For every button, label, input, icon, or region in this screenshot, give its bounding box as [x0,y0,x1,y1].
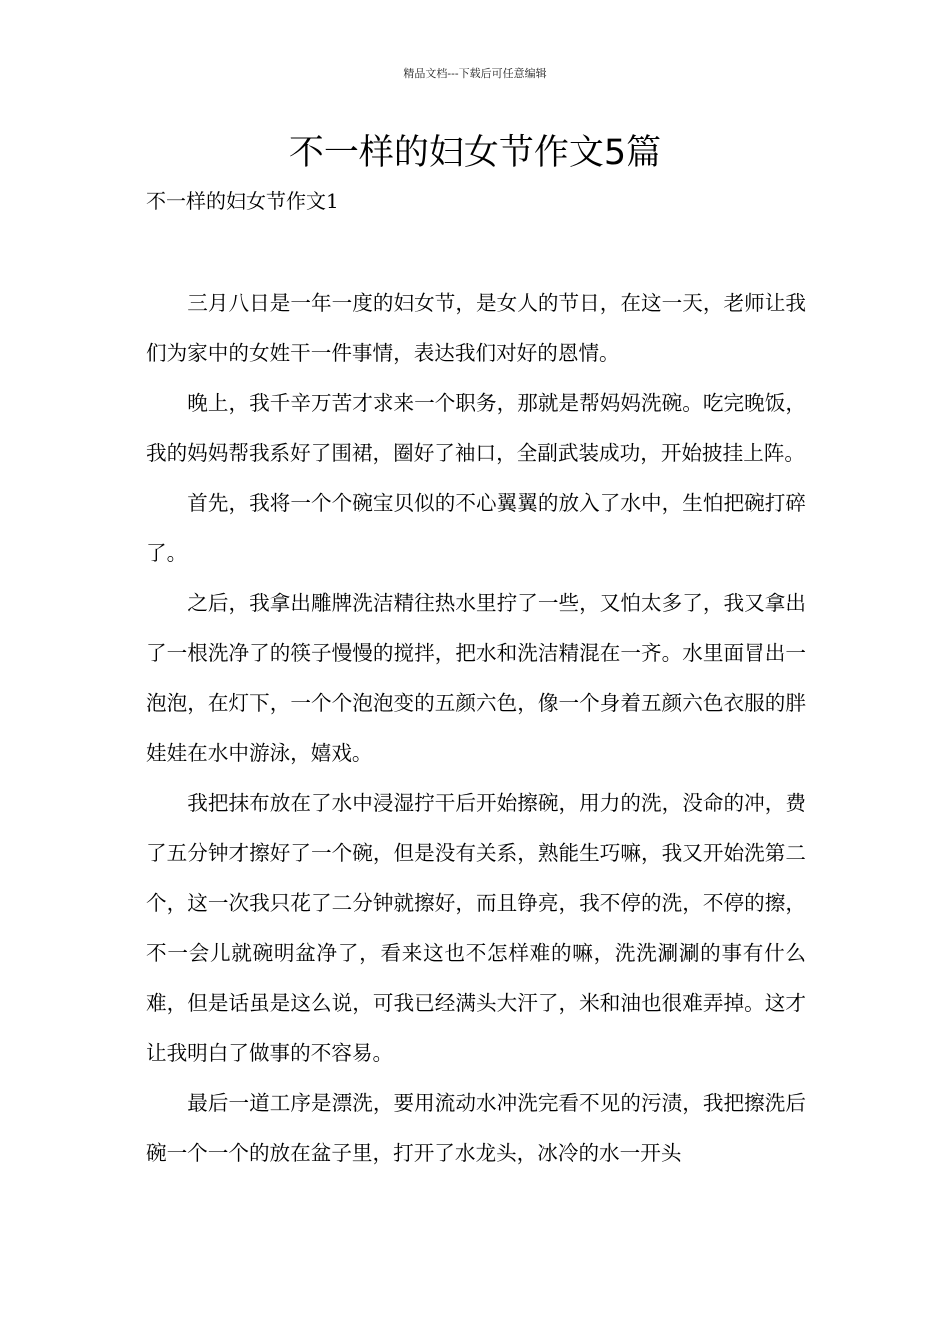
paragraph-2: 晚上，我千辛万苦才求来一个职务，那就是帮妈妈洗碗。吃完晚饭，我的妈妈帮我系好了围裙，圈好了袖口，全副武装成功，开始披挂上阵。 [146,391,806,465]
paragraph-4: 之后，我拿出雕牌洗洁精往热水里拧了一些，又怕太多了，我又拿出了一根洗净了的筷子慢慢的搅拌，把水和洗洁精混在一齐。水里面冒出一泡泡，在灯下，一个个泡泡变的五颜六色，像一个身着五颜六色衣服的胖娃娃在水中游泳，嬉戏。 [146,591,806,765]
paragraph-5: 我把抹布放在了水中浸湿拧干后开始擦碗，用力的洗，没命的冲，费了五分钟才擦好了一个碗，但是没有关系，熟能生巧嘛，我又开始洗第二个，这一次我只花了二分钟就擦好，而且铮亮，我不停的洗，不停的擦，不一会儿就碗明盆净了，看来这也不怎样难的嘛，洗洗涮涮的事有什么难，但是话虽是这么说，可我已经满头大汗了，米和油也很难弄掉。这才让我明白了做事的不容易。 [146,791,806,1065]
page-header-note: 精品文档---下载后可任意编辑 [403,67,547,80]
document-title: 不一样的妇女节作文5篇 [288,133,662,173]
document-body [146,278,806,1178]
paragraph-3: 首先，我将一个个碗宝贝似的不心翼翼的放入了水中，生怕把碗打碎了。 [146,491,806,565]
section-heading: 不一样的妇女节作文1 [146,189,339,213]
paragraph-1: 三月八日是一年一度的妇女节，是女人的节日，在这一天，老师让我们为家中的女姓干一件事情，表达我们对好的恩情。 [146,291,806,365]
paragraph-6: 最后一道工序是漂洗，要用流动水冲洗完看不见的污渍，我把擦洗后碗一个一个的放在盆子里，打开了水龙头，冰冷的水一开头 [146,1091,806,1165]
